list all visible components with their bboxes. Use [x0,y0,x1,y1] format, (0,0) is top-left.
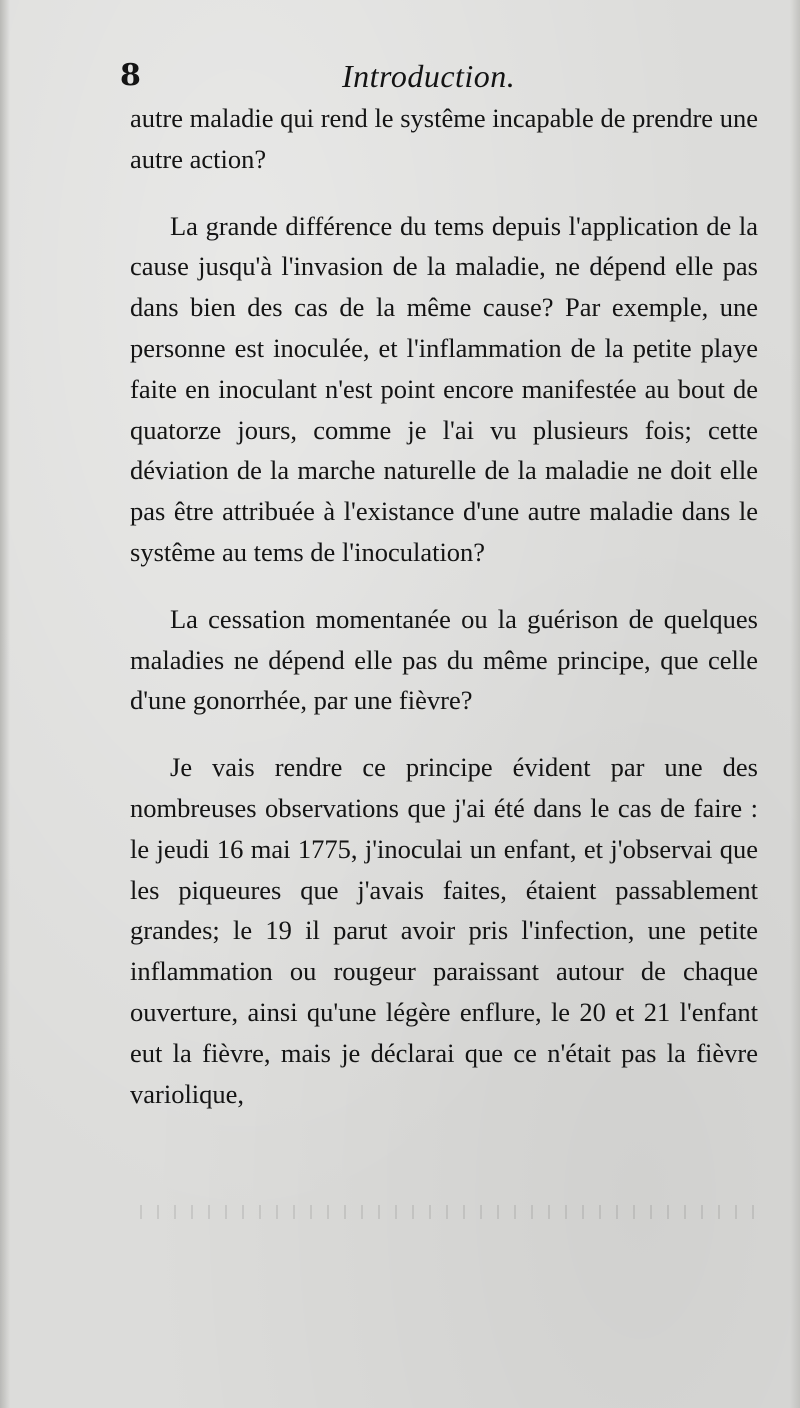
paragraph-2: La grande différence du tems depuis l'application de la cause jusqu'à l'invasion de la maladie, ne dépend elle pas dans bien des cas de la même cause? Par exemple, une personne est inoculée, et l'inflammation de la petite playe faite en inoculant n'est point encore manifestée au bout de quatorze jours, comme je l'ai vu plusieurs fois; cette déviation de la marche naturelle de la maladie ne doit elle pas être attribuée à l'existance d'une autre maladie dans le systême au tems de l'inoculation? [130,210,758,567]
page-number: 8 [120,58,141,93]
paragraph-continuation: autre maladie qui rend le systême incapable de prendre une autre action? [130,103,758,174]
paragraph-3: La cessation momentanée ou la guérison de quelques maladies ne dépend elle pas du même principe, que celle d'une gonorrhée, par une fièvre? [130,603,758,716]
page-left-edge-shadow [0,0,10,1408]
body-text [130,98,758,1114]
running-title: Introduction. [342,58,516,94]
page-header [120,54,760,98]
bleed-through-marks [140,1205,760,1219]
page-right-edge-shadow [790,0,800,1408]
paragraph-4: Je vais rendre ce principe évident par une des nombreuses observations que j'ai été dans le cas de faire : le jeudi 16 mai 1775, j'inoculai un enfant, et j'observai que les piqueures que j'avais faites, étaient passablement grandes; le 19 il parut avoir pris l'infection, une petite inflammation ou rougeur paraissant autour de chaque ouverture, ainsi qu'une légère enflure, le 20 et 21 l'enfant eut la fièvre, mais je déclarai que ce n'était pas la fièvre variolique, [130,752,758,1109]
